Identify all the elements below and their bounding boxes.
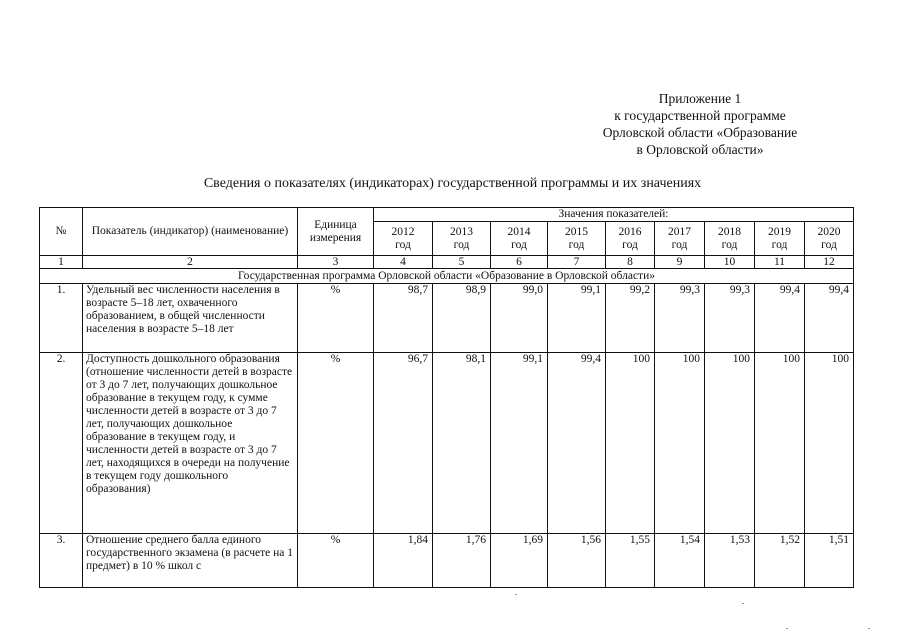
scan-speck — [515, 594, 517, 595]
row-value: 1,52 — [755, 534, 805, 588]
row-indicator-name: Удельный вес численности населения в возрасте 5–18 лет, охваченного образованием, в общей численности населения в возрасте 5–18 лет — [83, 284, 298, 353]
column-number: 7 — [548, 256, 606, 269]
column-number: 3 — [298, 256, 374, 269]
row-value: 99,1 — [491, 353, 548, 534]
scan-speck — [868, 628, 870, 629]
header-year: 2017 год — [655, 222, 705, 256]
appendix-line: Приложение 1 — [658, 91, 742, 106]
row-value: 98,9 — [433, 284, 491, 353]
row-value: 98,1 — [433, 353, 491, 534]
header-year: 2013 год — [433, 222, 491, 256]
appendix-line: Орловской области «Образование — [602, 125, 798, 140]
column-number: 12 — [805, 256, 854, 269]
column-number: 10 — [705, 256, 755, 269]
row-value: 1,69 — [491, 534, 548, 588]
row-value: 99,3 — [705, 284, 755, 353]
column-number: 11 — [755, 256, 805, 269]
row-value: 99,4 — [805, 284, 854, 353]
row-value: 1,55 — [606, 534, 655, 588]
row-value: 100 — [606, 353, 655, 534]
row-value: 1,56 — [548, 534, 606, 588]
appendix-line: к государственной программе — [614, 108, 786, 123]
document-title: Сведения о показателях (индикаторах) государственной программы и их значениях — [203, 176, 702, 191]
row-value: 1,51 — [805, 534, 854, 588]
header-num: № — [40, 208, 83, 256]
program-title: Государственная программа Орловской области «Образование в Орловской области» — [40, 269, 854, 284]
column-number: 8 — [606, 256, 655, 269]
row-unit: % — [298, 353, 374, 534]
row-unit: % — [298, 284, 374, 353]
header-year: 2020 год — [805, 222, 854, 256]
row-indicator-name: Доступность дошкольного образования (отношение численности детей в возрасте от 3 до 7 лет, получающих дошкольное образование в текущем году, к сумме численности детей в возрасте от 3 до 7 лет, получающих дошкольное образование в текущем году, и численности детей в возрасте от 3 до 7 лет, находящихся в очереди на получение в текущем году дошкольного образования) — [83, 353, 298, 534]
program-row — [40, 269, 854, 284]
row-value: 100 — [755, 353, 805, 534]
column-number: 6 — [491, 256, 548, 269]
row-value: 99,1 — [548, 284, 606, 353]
scan-speck — [742, 603, 744, 604]
row-value: 100 — [805, 353, 854, 534]
column-number: 9 — [655, 256, 705, 269]
row-value: 1,54 — [655, 534, 705, 588]
header-year: 2012 год — [374, 222, 433, 256]
appendix-caption — [560, 90, 840, 158]
row-value: 99,2 — [606, 284, 655, 353]
header-indicator: Показатель (индикатор) (наименование) — [83, 208, 298, 256]
table-row — [40, 353, 854, 534]
header-year: 2019 год — [755, 222, 805, 256]
header-unit: Единица измерения — [298, 208, 374, 256]
row-number: 3. — [40, 534, 83, 588]
header-row — [40, 208, 854, 222]
row-value: 96,7 — [374, 353, 433, 534]
row-value: 100 — [705, 353, 755, 534]
row-value: 99,3 — [655, 284, 705, 353]
column-numbers-row — [40, 256, 854, 269]
header-values-group: Значения показателей: — [374, 208, 854, 222]
column-number: 4 — [374, 256, 433, 269]
row-value: 1,76 — [433, 534, 491, 588]
scan-speck — [786, 628, 788, 629]
row-value: 1,53 — [705, 534, 755, 588]
column-number: 2 — [83, 256, 298, 269]
appendix-line: в Орловской области» — [636, 142, 764, 157]
row-indicator-name: Отношение среднего балла единого государственного экзамена (в расчете на 1 предмет) в 10 % школ с — [83, 534, 298, 588]
column-number: 5 — [433, 256, 491, 269]
row-value: 99,4 — [755, 284, 805, 353]
row-number: 2. — [40, 353, 83, 534]
indicators-table — [39, 207, 854, 588]
row-value: 1,84 — [374, 534, 433, 588]
column-number: 1 — [40, 256, 83, 269]
row-value: 99,4 — [548, 353, 606, 534]
header-year: 2018 год — [705, 222, 755, 256]
header-year: 2014 год — [491, 222, 548, 256]
row-value: 99,0 — [491, 284, 548, 353]
header-year: 2016 год — [606, 222, 655, 256]
row-unit: % — [298, 534, 374, 588]
row-value: 100 — [655, 353, 705, 534]
table-row — [40, 534, 854, 588]
table-row — [40, 284, 854, 353]
row-number: 1. — [40, 284, 83, 353]
row-value: 98,7 — [374, 284, 433, 353]
header-year: 2015 год — [548, 222, 606, 256]
